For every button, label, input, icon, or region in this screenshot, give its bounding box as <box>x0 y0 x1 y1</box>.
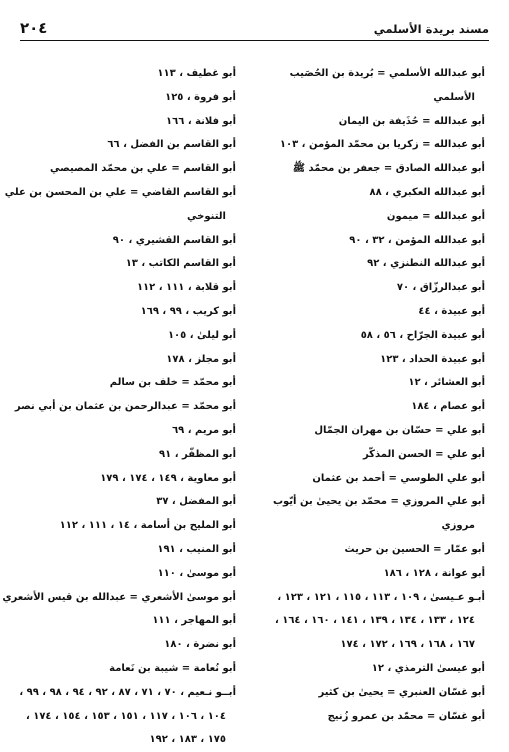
index-entry: أبو مجلز ، ١٧٨ <box>166 353 236 365</box>
index-entry: أبو عبدالله الأسلمي = بُريدة بن الحُصَيب <box>289 68 485 79</box>
index-entry: أبو غطيف ، ١١٣ <box>157 68 236 79</box>
index-entry: أبو ليلىٰ ، ١٠٥ <box>167 329 236 341</box>
index-entry: أبو فروة ، ١٢٥ <box>165 91 236 103</box>
index-entry: أبو معاوية ، ١٤٩ ، ١٧٤ ، ١٧٩ <box>100 472 236 484</box>
index-entry: أبو نُعامة = شيبة بن نَعامة <box>109 662 236 674</box>
index-entry: أبو عبدالله المؤمن ، ٣٢ ، ٩٠ <box>349 234 485 246</box>
page-number: ٢٠٤ <box>20 19 48 37</box>
index-entry: أبو عبيدة ، ٤٤ <box>418 305 485 317</box>
index-entry: أبو محمّد = عبدالرحمن بن عثمان بن أبي نصر <box>14 401 236 413</box>
index-entry: أبو محمّد = خلف بن سالم <box>109 377 236 389</box>
index-entry: أبو المنيب ، ١٩١ <box>157 543 236 555</box>
index-entry-continuation: ١٧٥ ، ١٨٣ ، ١٩٢ <box>149 734 226 746</box>
index-entry: أبو عيسىٰ الترمذي ، ١٢ <box>371 662 485 674</box>
index-entry: أبو العشائر ، ١٢ <box>408 377 485 389</box>
index-entry: أبو القاسم بن الفضل ، ٦٦ <box>107 139 236 151</box>
index-entry: أبو موسىٰ الأشعري = عبدالله بن قيس الأشعري <box>2 591 236 603</box>
index-entry-continuation: ١٢٤ ، ١٣٣ ، ١٣٤ ، ١٣٩ ، ١٤١ ، ١٦٠ ، ١٦٤ ، <box>274 615 475 627</box>
index-entry-continuation: مروزي <box>441 520 475 532</box>
index-entry: أبو المظفّر ، ٩١ <box>159 448 236 460</box>
index-entry: أبو عبدالله = ميمون <box>386 210 485 222</box>
left-index-column <box>2 62 236 752</box>
index-entry: أبو كريب ، ٩٩ ، ١٦٩ <box>140 305 236 317</box>
index-entry: أبو علي = حسّان بن مهران الجمّال <box>314 424 485 436</box>
index-entry-continuation: التنوخي <box>187 210 226 222</box>
index-entry: أبو القاسم الكاتب ، ١٣ <box>125 258 236 270</box>
index-entry: أبو المهاجر ، ١١١ <box>152 615 236 627</box>
index-entry: أبو علي = الحسن المذكّر <box>362 448 485 460</box>
index-entry: أبو عبدالرزّاق ، ٧٠ <box>396 282 485 294</box>
index-entry: أبو موسىٰ ، ١١٠ <box>157 567 236 579</box>
right-index-column <box>245 62 485 752</box>
index-entry: أبو عبدالله الصادق = جعفر بن محمّد ﷺ <box>292 163 485 175</box>
page-header <box>20 14 489 41</box>
index-entry: أبو غسّان العنبري = يحيىٰ بن كثير <box>318 686 485 698</box>
index-entry: أبو نضرة ، ١٨٠ <box>164 639 236 651</box>
index-entry: أبو عمّار = الحسين بن حريث <box>344 543 485 555</box>
index-entry: أبـو عـيسىٰ ، ١٠٩ ، ١١٣ ، ١١٥ ، ١٢١ ، ١٢٣ ، <box>277 591 485 603</box>
index-entry: أبو المفضل ، ٣٧ <box>156 496 236 508</box>
index-entry: أبو علي المروزي = محمّد بن يحيىٰ بن أيّوب <box>272 496 485 508</box>
running-title: مسند بريدة الأسلمي <box>373 22 489 36</box>
index-entry: أبو عوانة ، ١٢٨ ، ١٨٦ <box>383 567 485 579</box>
index-entry: أبو عبدالله = زكريا بن محمّد المؤمن ، ١٠٣ <box>279 139 485 151</box>
index-entry: أبو القاسم القاضي = علي بن المحسن بن علي <box>4 186 236 198</box>
index-entry: أبو مريم ، ٦٩ <box>172 424 236 436</box>
index-entry-continuation: ١٠٤ ، ١٠٦ ، ١١٧ ، ١٥١ ، ١٥٣ ، ١٥٤ ، ١٧٤ ، <box>25 710 226 722</box>
index-entry: أبو عبيدة الحداد ، ١٢٣ <box>380 353 485 365</box>
index-entry: أبو عبدالله = حُذَيفة بن اليمان <box>338 115 485 127</box>
index-entry: أبو المليح بن أسامة ، ١٤ ، ١١١ ، ١١٢ <box>59 520 236 532</box>
index-entry: أبو فلانة ، ١٦٦ <box>166 115 236 127</box>
index-entry: أبو القاسم القشيري ، ٩٠ <box>112 234 236 246</box>
index-entry-continuation: ١٦٧ ، ١٦٨ ، ١٦٩ ، ١٧٢ ، ١٧٤ <box>340 639 475 651</box>
index-entry-continuation: الأسلمي <box>433 91 475 103</box>
index-entry: أبو قلابة ، ١١١ ، ١١٢ <box>136 282 236 294</box>
index-entry: أبو القاسم = علي بن محمّد المصيصي <box>50 163 236 175</box>
index-entry: أبو غسّان = محمّد بن عمرو زُنيج <box>327 710 485 722</box>
index-entry: أبو عبدالله النطنزي ، ٩٢ <box>367 258 485 270</box>
index-columns <box>2 62 485 752</box>
index-entry: أبو عبيدة الجرّاح ، ٥٦ ، ٥٨ <box>360 329 485 341</box>
index-entry: أبــو نـعيم ، ٧٠ ، ٧١ ، ٨٧ ، ٩٢ ، ٩٤ ، ٩٨ ، ٩٩ ، <box>19 686 236 698</box>
index-entry: أبو عبدالله العكبري ، ٨٨ <box>369 186 485 198</box>
index-entry: أبو عصام ، ١٨٤ <box>411 401 485 413</box>
index-entry: أبو علي الطوسي = أحمد بن عثمان <box>312 472 485 484</box>
